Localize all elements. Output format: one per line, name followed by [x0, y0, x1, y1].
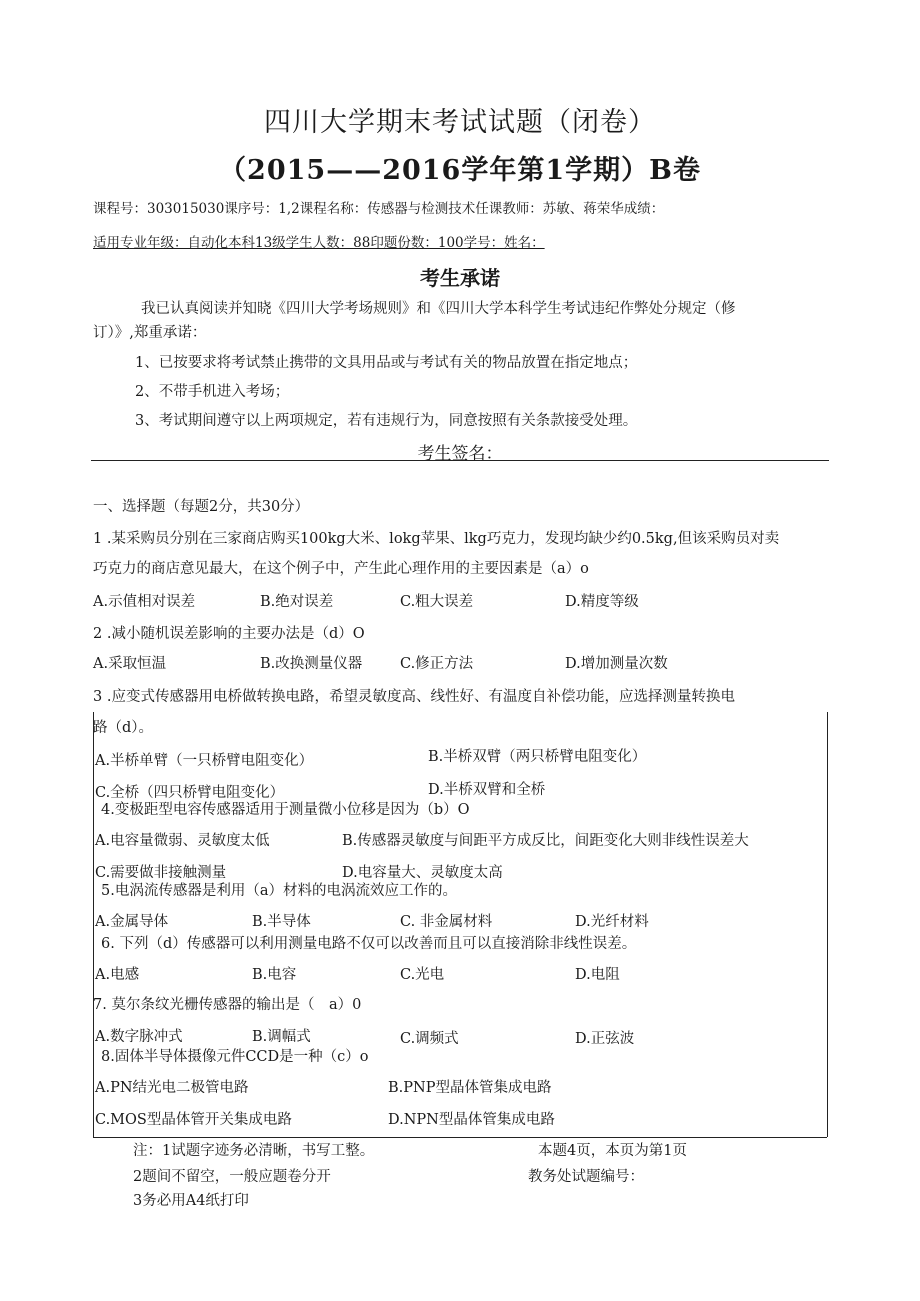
question-8-option-a: A.PN结光电二极管电路	[95, 1080, 249, 1096]
question-8-option-d: D.NPN型晶体管集成电路	[388, 1112, 555, 1128]
question-3-line-2: 路（d）。	[93, 720, 154, 736]
question-3-option-a: A.半桥单臂（一只桥臂电阻变化）	[95, 753, 314, 769]
pledge-item-3: 3、考试期间遵守以上两项规定，若有违规行为，同意按照有关条款接受处理。	[135, 413, 638, 429]
pledge-heading: 考生承诺	[420, 266, 500, 290]
exam-subtitle: （2015——2016学年第1学期）B卷	[219, 155, 701, 186]
pledge-intro-line-2: 订）》,郑重承诺：	[93, 325, 207, 341]
pledge-intro-line-1: 我已认真阅读并知晓《四川大学考场规则》和《四川大学本科学生考试违纪作弊处分规定（修	[141, 301, 736, 317]
question-7-option-c: C.调频式	[400, 1031, 459, 1047]
section-heading: 一、选择题（每题2分，共30分）	[93, 499, 310, 515]
question-6-option-b: B.电容	[252, 967, 297, 983]
question-4-option-a: A.电容量微弱、灵敏度太低	[95, 833, 270, 849]
footer-note-3: 3务必用A4纸打印	[133, 1193, 249, 1209]
major-info-line: 适用专业年级：自动化本科13级学生人数：88印题份数：100学号：姓名：	[93, 235, 545, 251]
question-4-option-b: B.传感器灵敏度与间距平方成反比，间距变化大则非线性误差大	[342, 833, 749, 849]
question-3-option-c: C.全桥（四只桥臂电阻变化）	[95, 785, 285, 801]
question-4-option-d: D.电容量大、灵敏度太高	[342, 865, 503, 881]
course-info-line: 课程号：303015030课序号：1,2课程名称：传感器与检测技术任课教师：苏敏、蒋荣华成绩：	[93, 201, 665, 217]
question-8-option-b: B.PNP型晶体管集成电路	[388, 1080, 552, 1096]
question-2-option-a: A.采取恒温	[93, 656, 167, 672]
question-1-line-1: 1 .某采购员分别在三家商店购买100kg大米、lokg苹果、lkg巧克力，发现均缺少约0.5kg,但该采购员对卖	[93, 531, 780, 547]
question-4-option-c: C.需要做非接触测量	[95, 865, 227, 881]
frame-left-line	[93, 712, 94, 1137]
question-2-option-d: D.增加测量次数	[565, 656, 668, 672]
question-2-option-b: B.改换测量仪器	[260, 656, 363, 672]
question-8-option-c: C.MOS型晶体管开关集成电路	[95, 1112, 292, 1128]
question-5-option-c: C. 非金属材料	[400, 914, 493, 930]
question-5-text: 5.电涡流传感器是利用（a）材料的电涡流效应工作的。	[101, 883, 457, 899]
pledge-divider	[91, 460, 829, 461]
pledge-item-1: 1、已按要求将考试禁止携带的文具用品或与考试有关的物品放置在指定地点；	[135, 355, 638, 371]
question-6-option-a: A.电感	[95, 967, 140, 983]
question-7-option-a: A.数字脉冲式	[95, 1029, 183, 1045]
question-2-text: 2 .减小随机误差影响的主要办法是（d）O	[93, 626, 365, 642]
question-5-option-a: A.金属导体	[95, 914, 169, 930]
question-1-option-a: A.示值相对误差	[93, 594, 196, 610]
question-5-option-d: D.光纤材料	[575, 914, 649, 930]
signature-label: 考生签名：	[417, 444, 503, 464]
exam-title: 四川大学期末考试试题（闭卷）	[264, 107, 656, 138]
question-3-line-1: 3 .应变式传感器用电桥做转换电路，希望灵敏度高、线性好、有温度自补偿功能，应选择测量转换电	[93, 689, 735, 705]
question-4-text: 4.变极距型电容传感器适用于测量微小位移是因为（b）O	[101, 802, 470, 818]
question-6-text: 6. 下列（d）传感器可以利用测量电路不仅可以改善而且可以直接消除非线性误差。	[101, 936, 637, 952]
footer-note-2: 2题间不留空，一般应题卷分开	[133, 1169, 331, 1185]
footer-exam-code: 教务处试题编号：	[528, 1169, 644, 1185]
question-5-option-b: B.半导体	[252, 914, 311, 930]
question-2-option-c: C.修正方法	[400, 656, 474, 672]
question-3-option-b: B.半桥双臂（两只桥臂电阻变化）	[428, 749, 647, 765]
frame-bottom-line	[93, 1137, 827, 1138]
pledge-item-2: 2、不带手机进入考场；	[135, 384, 290, 400]
question-8-text: 8.固体半导体摄像元件CCD是一种（c）o	[101, 1049, 369, 1065]
question-7-option-d: D.正弦波	[575, 1031, 635, 1047]
footer-note-1: 注：1试题字迹务必清晰，书写工整。	[133, 1143, 375, 1159]
question-1-option-c: C.粗大误差	[400, 594, 474, 610]
question-1-line-2: 巧克力的商店意见最大，在这个例子中，产生此心理作用的主要因素是（a）o	[93, 561, 589, 577]
question-1-option-d: D.精度等级	[565, 594, 639, 610]
question-1-option-b: B.绝对误差	[260, 594, 334, 610]
question-7-text: 7. 莫尔条纹光栅传感器的输出是（ a）0	[93, 997, 362, 1013]
question-7-option-b: B.调幅式	[252, 1029, 311, 1045]
question-3-option-d: D.半桥双臂和全桥	[428, 782, 546, 798]
question-6-option-c: C.光电	[400, 967, 445, 983]
footer-pages: 本题4页，本页为第1页	[538, 1143, 687, 1159]
frame-right-line	[827, 712, 828, 1137]
question-6-option-d: D.电阻	[575, 967, 620, 983]
